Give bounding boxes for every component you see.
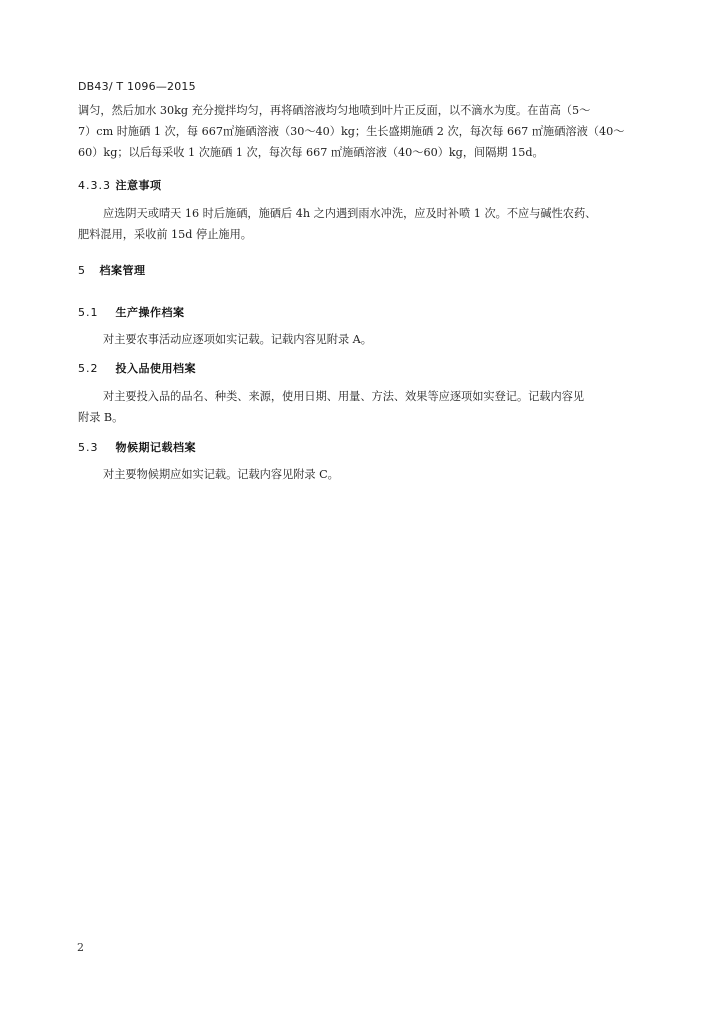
document-code-header: DB43/ T 1096—2015 [78,80,196,93]
section-5-2-body [78,386,648,428]
paragraph-line: 对主要物候期应如实记载。记载内容见附录 C。 [103,468,339,481]
paragraph-line: 应选阴天或晴天 16 时后施硒，施硒后 4h 之内遇到雨水冲洗，应及时补喷 1 次。不应与碱性农药、 [103,207,597,220]
section-number: 5.1 [78,306,99,319]
section-heading-5 [78,264,146,278]
section-title: 物候期记载档案 [115,441,196,454]
paragraph-line: 对主要投入品的品名、种类、来源，使用日期、用量、方法、效果等应逐项如实登记。记载内容见 [103,390,585,403]
section-heading-4-3-3 [78,179,162,193]
section-heading-5-1 [78,306,185,320]
section-number: 5.3 [78,441,99,454]
section-4-3-3-body [78,203,648,245]
section-title: 档案管理 [99,264,146,277]
section-heading-5-2 [78,362,196,376]
section-number: 4.3.3 [78,179,111,192]
paragraph-line: 肥料混用，采收前 15d 停止施用。 [78,228,252,241]
paragraph-line: 调匀，然后加水 30kg 充分搅拌均匀，再将硒溶液均匀地喷到叶片正反面，以不滴水为度。在苗高（5～ [78,104,591,117]
paragraph-line: 7）cm 时施硒 1 次，每 667㎡施硒溶液（30～40）kg；生长盛期施硒 2 次，每次每 667 ㎡施硒溶液（40～ [78,125,625,138]
paragraph-line: 附录 B。 [78,411,124,424]
page-number: 2 [77,941,84,954]
paragraph-line: 60）kg；以后每采收 1 次施硒 1 次，每次每 667 ㎡施硒溶液（40～60）kg，间隔期 15d。 [78,146,544,159]
section-title: 生产操作档案 [115,306,185,319]
paragraph-line: 对主要农事活动应逐项如实记载。记载内容见附录 A。 [103,333,372,346]
section-title: 投入品使用档案 [115,362,196,375]
section-heading-5-3 [78,441,196,455]
section-5-3-body [78,464,648,485]
section-title: 注意事项 [115,179,162,192]
section-number: 5 [78,264,86,277]
section-number: 5.2 [78,362,99,375]
continuation-paragraph [78,100,648,163]
section-5-1-body [78,329,648,350]
